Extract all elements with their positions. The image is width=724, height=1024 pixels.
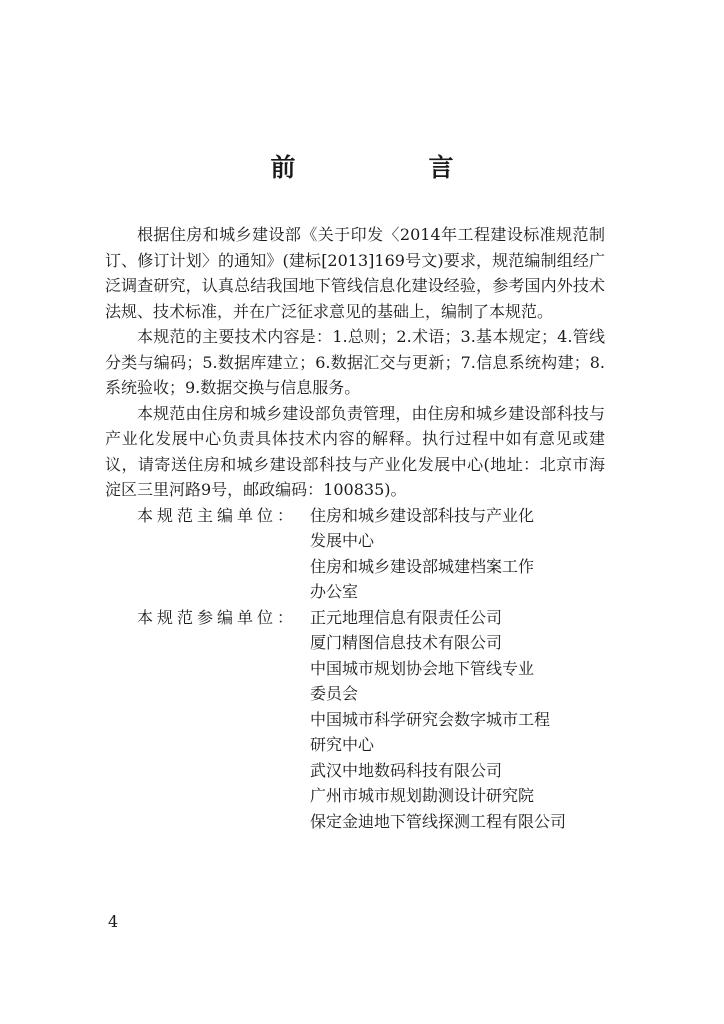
list-item: 办公室 xyxy=(310,582,359,601)
list-item: 发展中心 xyxy=(310,531,375,550)
chief-units-block xyxy=(105,503,605,605)
paragraph-background: 根据住房和城乡建设部《关于印发〈2014年工程建设标准规范制订、修订计划〉的通知》(建标[2013]169号文)要求，规范编制组经广泛调查研究，认真总结我国地下管线信息化建设经验，参考国内外技术法规、技术标准，并在广泛征求意见的基础上，编制了本规范。 xyxy=(105,225,605,321)
list-item: 厦门精图信息技术有限公司 xyxy=(310,633,503,652)
participating-units-block xyxy=(105,605,605,835)
list-item: 保定金迪地下管线探测工程有限公司 xyxy=(310,811,567,831)
units-section xyxy=(105,503,605,835)
list-item: 正元地理信息有限责任公司 xyxy=(310,607,503,627)
list-item: 住房和城乡建设部科技与产业化 xyxy=(310,505,535,525)
list-item: 武汉中地数码科技有限公司 xyxy=(310,760,503,780)
chief-units-list xyxy=(310,503,605,605)
preface-body xyxy=(105,222,605,834)
page-number: 4 xyxy=(108,912,119,931)
chief-units-label: 本规范主编单位： xyxy=(137,505,298,525)
list-item: 住房和城乡建设部城建档案工作 xyxy=(310,556,535,576)
list-item: 研究中心 xyxy=(310,735,375,754)
list-item: 委员会 xyxy=(310,684,359,703)
list-item: 中国城市规划协会地下管线专业 xyxy=(310,658,535,678)
page-title: 前 言 xyxy=(270,153,508,182)
paragraph-management: 本规范由住房和城乡建设部负责管理，由住房和城乡建设部科技与产业化发展中心负责具体技术内容的解释。执行过程中如有意见或建议，请寄送住房和城乡建设部科技与产业化发展中心(地址：北京市海淀区三里河路9号，邮政编码：100835)。 xyxy=(105,403,605,499)
list-item: 广州市城市规划勘测设计研究院 xyxy=(310,786,535,805)
list-item: 中国城市科学研究会数字城市工程 xyxy=(310,709,551,729)
paragraph-contents: 本规范的主要技术内容是：1.总则；2.术语；3.基本规定；4.管线分类与编码；5.数据库建立；6.数据汇交与更新；7.信息系统构建；8.系统验收；9.数据交换与信息服务。 xyxy=(105,327,605,397)
participating-units-list xyxy=(310,605,605,835)
participating-units-label: 本规范参编单位： xyxy=(137,607,298,627)
